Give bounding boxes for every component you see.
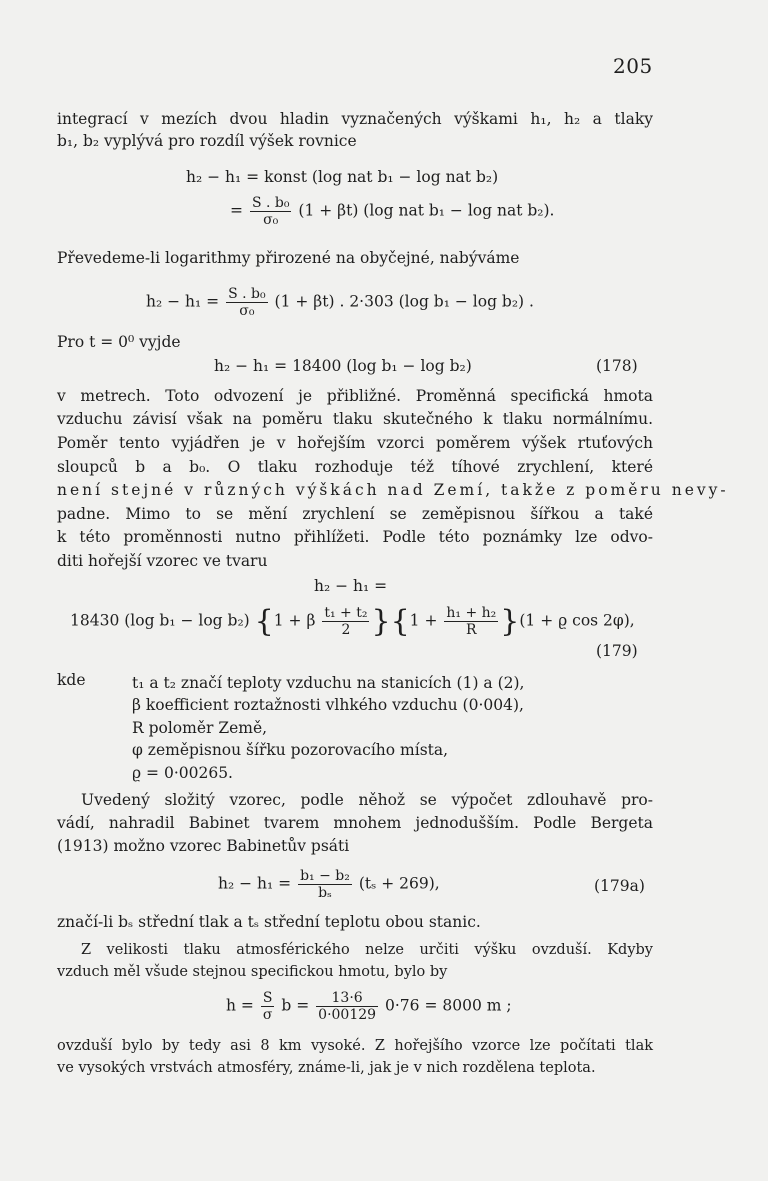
equation-number: (178) bbox=[596, 357, 638, 375]
equation-line bbox=[218, 868, 440, 901]
equation-number: (179) bbox=[596, 642, 638, 660]
fraction-denominator: σ₀ bbox=[263, 212, 279, 228]
definition-row: R poloměr Země, bbox=[132, 719, 268, 737]
fraction-denominator: σ bbox=[262, 1007, 273, 1023]
left-brace: { bbox=[254, 604, 274, 639]
left-brace: { bbox=[390, 604, 410, 639]
term-prefix: 1 + bbox=[409, 611, 438, 630]
equation-lhs: h₂ − h₁ = bbox=[146, 292, 220, 311]
page-number: 205 bbox=[613, 54, 653, 78]
text-line: (1913) možno vzorec Babinetův psáti bbox=[57, 837, 350, 855]
fraction-denominator: bₛ bbox=[318, 885, 332, 901]
text-line: Z velikosti tlaku atmosférického nelze určiti výšku ovzduší. Kdyby bbox=[81, 942, 653, 958]
equation-line: h₂ − h₁ = 18400 (log b₁ − log b₂) bbox=[214, 357, 472, 375]
equation-number: (179a) bbox=[594, 877, 645, 895]
fraction-numerator: 13·6 bbox=[316, 990, 378, 1007]
fraction-numerator: h₁ + h₂ bbox=[446, 605, 497, 621]
equation-tail: 0·76 = 8000 m ; bbox=[385, 996, 512, 1015]
fraction-denominator: σ₀ bbox=[239, 303, 255, 319]
fraction-numerator: S bbox=[262, 990, 273, 1006]
equation-lead: 18430 (log b₁ − log b₂) bbox=[70, 611, 250, 630]
definition-row: β koefficient roztažnosti vlhkého vzduchu (0·004), bbox=[132, 696, 524, 714]
text-line: b₁, b₂ vyplývá pro rozdíl výšek rovnice bbox=[57, 132, 357, 150]
text-line: Poměr tento vyjádřen je v hořejším vzorci poměrem výšek rtuťových bbox=[57, 434, 653, 452]
text-line: Uvedený složitý vzorec, podle něhož se výpočet zdlouhavě pro- bbox=[81, 791, 653, 809]
fraction bbox=[298, 868, 352, 901]
text-line: sloupců b a b₀. O tlaku rozhoduje též tíhové zrychlení, které bbox=[57, 458, 653, 476]
text-line: Převedeme-li logarithmy přirozené na obyčejné, nabýváme bbox=[57, 249, 520, 267]
text-line: ve vysokých vrstvách atmosféry, známe-li, jak je v nich rozdělena teplota. bbox=[57, 1060, 596, 1076]
fraction-numerator: S . b₀ bbox=[251, 195, 290, 211]
text-line: není stejné v různých výškách nad Zemí, takže z poměru nevy- bbox=[57, 481, 729, 499]
right-brace: } bbox=[371, 604, 391, 639]
text-line: padne. Mimo to se mění zrychlení se zeměpisnou šířkou a také bbox=[57, 505, 653, 523]
fraction bbox=[226, 286, 268, 319]
definition-row: φ zeměpisnou šířku pozorovacího místa, bbox=[132, 741, 449, 759]
text-line: integrací v mezích dvou hladin vyznačených výškami h₁, h₂ a tlaky bbox=[57, 110, 653, 128]
text-line: diti hořejší vzorec ve tvaru bbox=[57, 552, 268, 570]
equation-lhs: h₂ − h₁ = bbox=[218, 874, 292, 893]
equation-lhs: h = bbox=[226, 996, 254, 1015]
fraction-numerator: S . b₀ bbox=[228, 286, 266, 302]
equation-line bbox=[226, 990, 512, 1023]
fraction-denominator: R bbox=[466, 622, 477, 638]
fraction bbox=[316, 990, 378, 1023]
term-prefix: 1 + β bbox=[273, 611, 316, 630]
equation-line: h₂ − h₁ = bbox=[314, 577, 388, 595]
text-line: k této proměnnosti nutno přihlížeti. Podle této poznámky lze odvo- bbox=[57, 528, 653, 546]
equation-tail: (1 + ϱ cos 2φ), bbox=[519, 611, 635, 630]
equation-line bbox=[146, 286, 534, 319]
definition-row: ϱ = 0·00265. bbox=[132, 764, 233, 782]
definitions-label: kde bbox=[57, 671, 86, 689]
text-line: ovzduší bylo by tedy asi 8 km vysoké. Z hořejšího vzorce lze počítati tlak bbox=[57, 1038, 653, 1054]
fraction-denominator: 2 bbox=[341, 622, 351, 638]
fraction bbox=[250, 195, 292, 228]
text-line: Pro t = 0⁰ vyjde bbox=[57, 333, 181, 351]
equation-middle: b = bbox=[281, 996, 310, 1015]
text-line: v metrech. Toto odvození je přibližné. Proměnná specifická hmota bbox=[57, 387, 653, 405]
equation-line bbox=[230, 195, 554, 228]
definition-row: t₁ a t₂ značí teploty vzduchu na stanicích (1) a (2), bbox=[132, 674, 525, 692]
text-line: značí-li bₛ střední tlak a tₛ střední teplotu obou stanic. bbox=[57, 913, 481, 931]
fraction bbox=[322, 605, 369, 638]
equation-tail: (1 + βt) (log nat b₁ − log nat b₂). bbox=[298, 201, 555, 220]
equation-tail: (1 + βt) . 2·303 (log b₁ − log b₂) . bbox=[274, 292, 534, 311]
text-line: vzduchu závisí však na poměru tlaku skutečného k tlaku normálnímu. bbox=[57, 410, 653, 428]
equation-line: h₂ − h₁ = konst (log nat b₁ − log nat b₂) bbox=[186, 168, 499, 186]
fraction-denominator: 0·00129 bbox=[318, 1007, 377, 1023]
equation-line bbox=[70, 604, 635, 639]
equation-tail: (tₛ + 269), bbox=[358, 874, 440, 893]
fraction bbox=[444, 605, 498, 638]
fraction bbox=[261, 990, 275, 1023]
right-brace: } bbox=[500, 604, 520, 639]
fraction-numerator: t₁ + t₂ bbox=[324, 605, 368, 621]
equals-sign: = bbox=[230, 201, 243, 220]
text-line: vádí, nahradil Babinet tvarem mnohem jednodušším. Podle Bergeta bbox=[57, 814, 653, 832]
text-line: vzduch měl všude stejnou specifickou hmotu, bylo by bbox=[57, 964, 448, 980]
fraction-numerator: b₁ − b₂ bbox=[300, 868, 350, 884]
